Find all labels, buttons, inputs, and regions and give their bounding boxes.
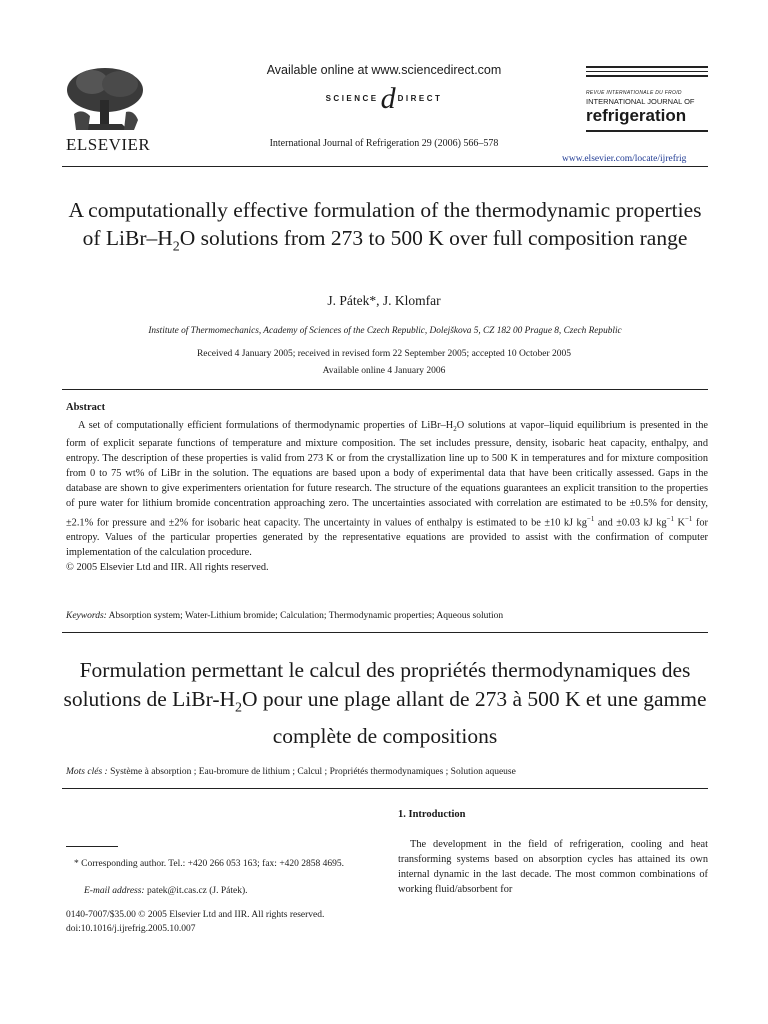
keywords-line: Keywords: Absorption system; Water-Lithium bromide; Calculation; Thermodynamic properties; Aqueous solution xyxy=(66,611,504,621)
sd-left: SCIENCE xyxy=(325,94,379,104)
publisher-name: ELSEVIER xyxy=(66,135,151,154)
introduction-heading: 1. Introduction xyxy=(398,809,466,820)
email-footnote: E-mail address: patek@it.cas.cz (J. Pátek). xyxy=(84,886,248,896)
author-affiliation: Institute of Thermomechanics, Academy of Sciences of the Czech Republic, Dolejškova 5, CZ 182 00 Prague 8, Czech Republic xyxy=(148,326,622,336)
journal-url-link[interactable]: www.elsevier.com/locate/ijrefrig xyxy=(562,154,687,164)
sd-at-icon: d xyxy=(380,82,396,115)
journal-brand-ij: INTERNATIONAL JOURNAL OF xyxy=(586,97,695,106)
divider-below-mots-cles xyxy=(62,788,708,789)
journal-brand-name: refrigeration xyxy=(586,106,687,125)
available-online-date: Available online 4 January 2006 xyxy=(322,366,446,376)
journal-citation: International Journal of Refrigeration 29 (2006) 566–578 xyxy=(269,138,499,149)
abstract-heading: Abstract xyxy=(66,402,106,413)
abstract-text: A set of computationally efficient formulations of thermodynamic properties of LiBr–$H_2O$ solutions at vapor–liquid equilibrium is presented in the form of explicit separate functions of temperature and mixture composition. The set includes pressure, density, isobaric heat capacity, enthalpy, and entropy. The description of these properties is valid from 273 K or from the crystallization line up to 500 K in temperatures and for mixture composition from 0 to 75 wt% of LiBr in the solution. The equations are based upon a body of experimental data that have been critically assessed. Gaps in the database are shown to give experimenters orientation for future research. The structure of the equations guarantees an explicit transition to the properties of pure water for lithium bromide concentration approaching zero. The uncertainties associated with correlation are estimated to be ±0.5% for density, ±2.1% for pressure and ±2% for isobaric heat capacity. The uncertainty in values of enthalpy is estimated to be ±10 kJ $kg^{-1}$ and ±0.03 kJ $kg^{-1}$ $K^{-1}$ for entropy. Values of the particular properties generated by the representative equations are provided to assist with the confirmation of computer implementation of the calculation procedure. © 2005 Elsevier Ltd and IIR. All rights reserved. xyxy=(66,420,708,574)
sd-right: DIRECT xyxy=(397,94,443,104)
divider-below-keywords xyxy=(62,632,708,633)
divider-above-abstract xyxy=(62,389,708,390)
french-title: Formulation permettant le calcul des propriétés thermodynamiques des solutions de LiBr-$H_2O$ pour une plage allant de 273 à 500 K et une gamme complète de compositions xyxy=(63,658,707,749)
journal-brand-small: REVUE INTERNATIONALE DU FROID xyxy=(586,90,682,96)
article-authors: J. Pátek*, J. Klomfar xyxy=(327,293,441,308)
available-online-text[interactable]: Available online at www.sciencedirect.com xyxy=(266,63,502,77)
journal-brand-rules xyxy=(586,66,708,80)
journal-brand-rule-bottom xyxy=(586,130,708,132)
introduction-text: The development in the field of refrigeration, cooling and heat transforming systems based on absorption cycles has attained its own internal dynamic in the last decade. The most common combinations of working fluid/absorbent for xyxy=(398,839,708,895)
mots-cles-line: Mots clés : Système à absorption ; Eau-bromure de lithium ; Calcul ; Propriétés thermodynamiques ; Solution aqueuse xyxy=(66,767,516,777)
received-dates: Received 4 January 2005; received in revised form 22 September 2005; accepted 10 October 2005 xyxy=(196,349,572,359)
corresponding-author-footnote: * Corresponding author. Tel.: +420 266 053 163; fax: +420 2858 4695. xyxy=(74,859,345,869)
doi-line[interactable]: doi:10.1016/j.ijrefrig.2005.10.007 xyxy=(66,924,196,934)
article-title: A computationally effective formulation of the thermodynamic properties of LiBr–$H_2O$ solutions from 273 to 500 K over full composition range xyxy=(68,198,702,255)
header-divider xyxy=(62,166,708,167)
footnote-rule xyxy=(66,846,118,847)
issn-copyright-line: 0140-7007/$35.00 © 2005 Elsevier Ltd and IIR. All rights reserved. xyxy=(66,910,325,920)
